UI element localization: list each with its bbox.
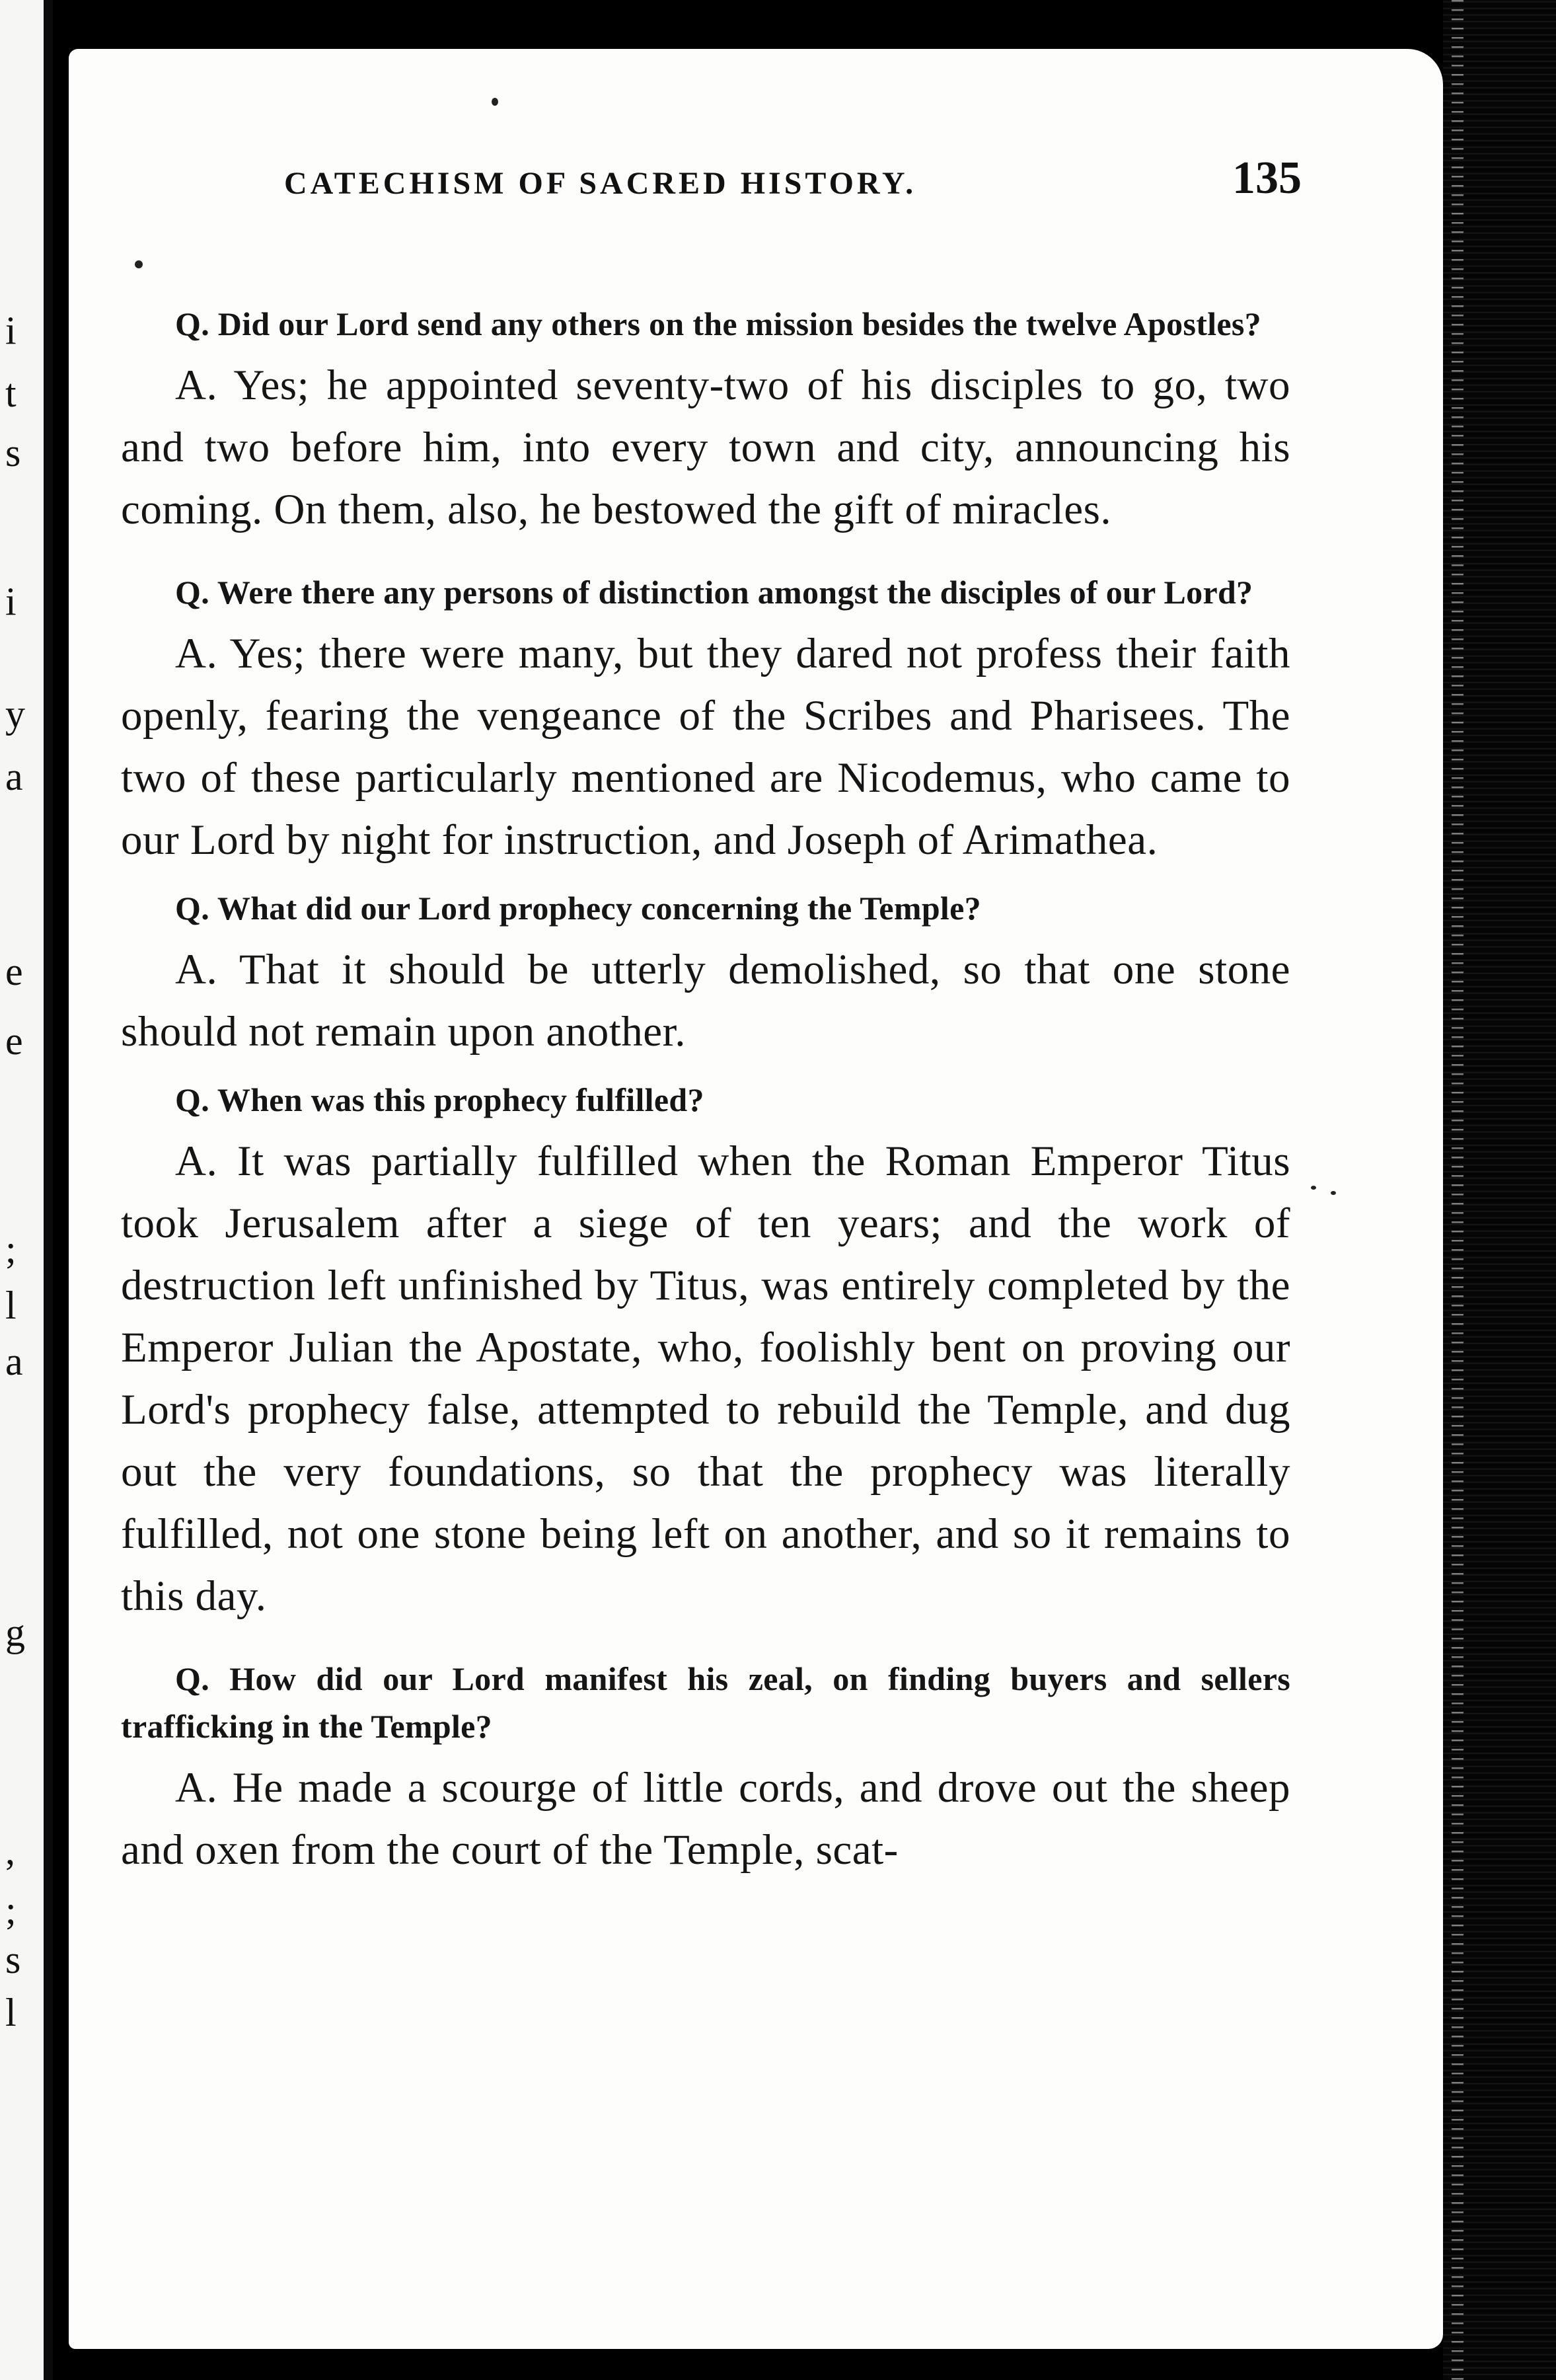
page-fore-edge [1443, 0, 1556, 2380]
adjacent-page-strip [0, 0, 53, 2380]
answer-text: A. That it should be utterly demolished, so that one stone should not remain upon another. [121, 946, 1290, 1056]
print-speck [1311, 1186, 1316, 1190]
answer-text: A. He made a scourge of little cords, and drove out the sheep and oxen from the court of the Temple, scat- [121, 1764, 1290, 1874]
print-speck [492, 98, 498, 106]
adjacent-page-fragment: y [5, 692, 25, 736]
adjacent-page-fragment: s [5, 431, 21, 475]
answer-text: A. Yes; there were many, but they dared not profess their faith openly, fearing the vengeance of the Scribes and Pharisees. The two of these particularly mentioned are Nicodemus, who came to our Lord by night for instruction, and Joseph of Arimathea. [121, 630, 1290, 864]
adjacent-page-fragment: , [5, 1829, 15, 1872]
answer-text: A. Yes; he appointed seventy-two of his disciples to go, two and two before him, into every town and city, announcing his coming. On them, also, he bestowed the gift of miracles. [121, 362, 1290, 533]
question-text: Q. When was this prophecy fulfilled? [175, 1081, 704, 1118]
print-speck [135, 260, 143, 268]
adjacent-page-fragment: i [5, 309, 17, 352]
adjacent-page-fragment: e [5, 1019, 23, 1063]
adjacent-page-fragment: i [5, 580, 17, 623]
adjacent-page-fragment: a [5, 1340, 23, 1383]
qa-block [121, 1076, 1290, 1627]
qa-block [121, 300, 1290, 541]
adjacent-page-fragment: g [5, 1611, 25, 1654]
qa-block [121, 1655, 1290, 1881]
adjacent-page-fragment: l [5, 1284, 17, 1327]
adjacent-page-fragment: t [5, 371, 17, 415]
page-body [121, 300, 1290, 1881]
running-header [284, 152, 1302, 218]
question-text: Q. What did our Lord prophecy concerning the Temple? [175, 890, 981, 927]
page-number: 135 [1232, 153, 1302, 204]
adjacent-page-fragment: ; [5, 1888, 17, 1932]
qa-block [121, 568, 1290, 871]
adjacent-page-fragment: ; [5, 1227, 17, 1271]
qa-block [121, 884, 1290, 1063]
adjacent-page-fragment: a [5, 755, 23, 798]
adjacent-page-fragment: e [5, 950, 23, 993]
adjacent-page-fragment: l [5, 1991, 17, 2034]
answer-text: A. It was partially fulfilled when the Roman Emperor Titus took Jerusalem after a siege of ten years; and the work of destruction left unfinished by Titus, was entirely completed by the Emperor Julian the Apostate, who, foolishly bent on proving our Lord's prophecy false, attempted to rebuild the Temple, and dug out the very foundations, so that the prophecy was literally fulfilled, not one stone being left on another, and so it remains to this day. [121, 1137, 1290, 1620]
book-page [69, 49, 1443, 2349]
question-text: Q. Were there any persons of distinction amongst the disciples of our Lord? [175, 574, 1253, 611]
adjacent-page-fragment: s [5, 1938, 21, 1981]
question-text: Q. Did our Lord send any others on the mission besides the twelve Apostles? [175, 305, 1261, 342]
print-speck [1331, 1191, 1336, 1195]
running-title: CATECHISM OF SACRED HISTORY. [284, 166, 917, 201]
fore-edge-texture [1452, 0, 1463, 2380]
book-gutter [44, 0, 53, 2380]
question-text: Q. How did our Lord manifest his zeal, on finding buyers and sellers trafficking in the Temple? [121, 1660, 1290, 1745]
